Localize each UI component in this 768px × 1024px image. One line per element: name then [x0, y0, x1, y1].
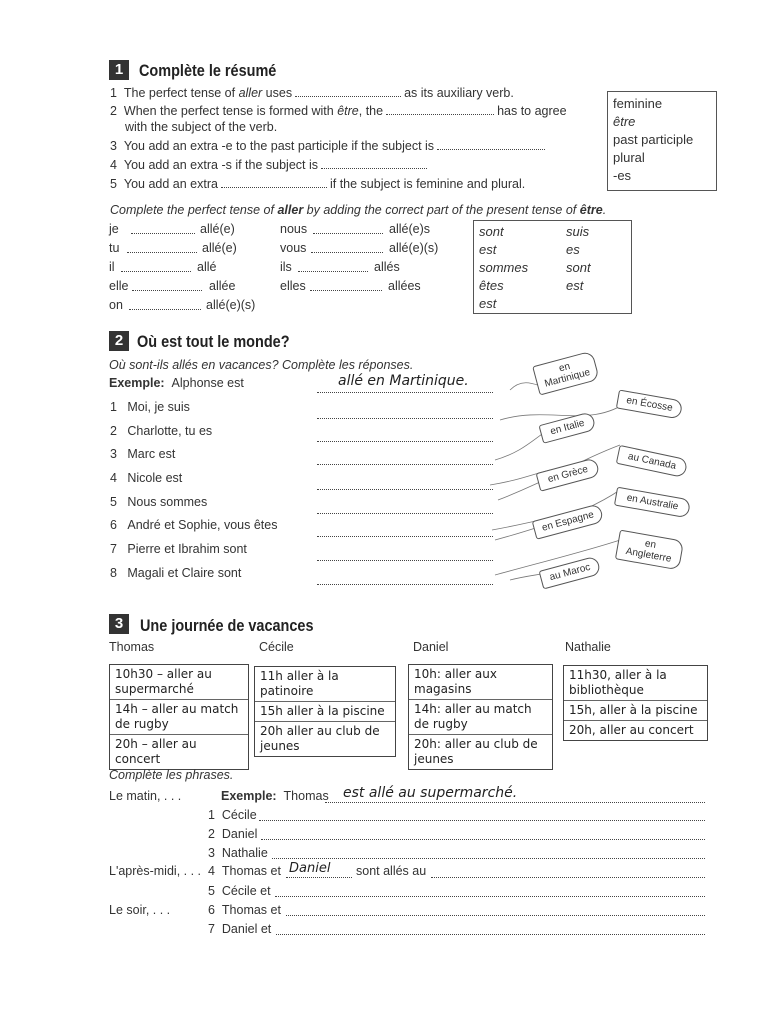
etre-word: sont [479, 224, 504, 239]
etre-box [473, 220, 632, 314]
exercise-item: 5 Cécile et [208, 884, 271, 898]
answer-blank[interactable] [437, 139, 545, 150]
summary-item: 1 The perfect tense of aller uses as its auxiliary verb. [110, 86, 514, 100]
section-number: 2 [109, 331, 129, 351]
schedule-row: 15h aller à la piscine [255, 702, 395, 722]
answer-blank[interactable] [310, 290, 382, 291]
conj-pronoun: elles [280, 279, 306, 293]
destination-tag: au Canada [616, 445, 688, 478]
answer-blank[interactable] [127, 252, 197, 253]
conj-pronoun: elle [109, 279, 129, 293]
exercise-item: 7 Pierre et Ibrahim sont [110, 542, 247, 556]
answer-line[interactable] [317, 584, 493, 585]
schedule-row: 20h: aller au club de jeunes [414, 737, 538, 766]
answer-blank[interactable] [131, 233, 195, 234]
conj-pronoun: on [109, 298, 123, 312]
example-answer: allé en Martinique. [338, 373, 469, 389]
schedule-card [109, 664, 249, 770]
conj-form: allé(e)s [389, 222, 430, 236]
etre-word: est [479, 242, 497, 257]
etre-word: sont [566, 260, 591, 275]
schedule-card [254, 666, 396, 757]
word: feminine [613, 96, 663, 111]
section-title: Où est tout le monde? [137, 332, 290, 351]
exercise-item: 3 Nathalie [208, 846, 268, 860]
answer-line[interactable] [317, 560, 493, 561]
conj-form: allés [374, 260, 400, 274]
exercise-item: 6 André et Sophie, vous êtes [110, 518, 278, 532]
answer-line[interactable] [276, 934, 705, 935]
section-number: 3 [109, 614, 129, 634]
person-name: Cécile [259, 640, 294, 654]
conj-form: allé(e) [202, 241, 237, 255]
destination-tag: en Australie [614, 487, 691, 519]
destination-tag: en Grèce [536, 457, 601, 491]
answer-line[interactable] [261, 839, 705, 840]
answer-line[interactable] [317, 536, 493, 537]
word: être [613, 114, 636, 129]
answer-blank[interactable] [298, 271, 368, 272]
exercise-item: 7 Daniel et [208, 922, 272, 936]
answer-blank[interactable] [221, 177, 327, 188]
instructions: Complète les phrases. [109, 768, 234, 782]
answer-line[interactable] [275, 896, 705, 897]
exercise-item: 3 Marc est [110, 447, 176, 461]
example-row: Exemple: Thomas [221, 789, 329, 803]
answer-line[interactable] [317, 489, 493, 490]
schedule-row: 14h: aller au match de rugby [409, 700, 552, 735]
conj-form: allé(e)(s) [206, 298, 256, 312]
exercise-item: 1 Moi, je suis [110, 400, 190, 414]
answer-line[interactable] [317, 513, 493, 514]
summary-item: 2 When the perfect tense is formed with être, the has to agree [110, 104, 567, 118]
conj-pronoun: nous [280, 222, 308, 236]
word: plural [613, 150, 645, 165]
destination-tag: en Martinique [532, 350, 600, 395]
answer-line [317, 392, 493, 393]
conj-pronoun: ils [280, 260, 292, 274]
answer-line[interactable] [317, 464, 493, 465]
conj-form: allé(e)(s) [389, 241, 439, 255]
time-label: Le matin, . . . [109, 789, 182, 803]
handwritten-answer: Daniel [289, 861, 331, 876]
etre-word: es [566, 242, 580, 257]
answer-blank[interactable] [386, 104, 494, 115]
answer-line[interactable] [317, 441, 493, 442]
etre-word: sommes [479, 260, 529, 275]
word: past participle [613, 132, 694, 147]
answer-line[interactable] [286, 915, 705, 916]
answer-line [286, 877, 352, 878]
conj-pronoun: vous [280, 241, 307, 255]
answer-line[interactable] [272, 858, 705, 859]
answer-line[interactable] [259, 820, 705, 821]
conj-form: allées [388, 279, 421, 293]
conj-pronoun: il [109, 260, 115, 274]
etre-word: est [479, 296, 497, 311]
conj-row: je [109, 222, 119, 236]
answer-blank[interactable] [121, 271, 191, 272]
answer-blank[interactable] [311, 252, 383, 253]
section-title: Une journée de vacances [140, 616, 314, 635]
conj-form: allée [209, 279, 236, 293]
example-row: Exemple: Alphonse est [109, 376, 244, 390]
schedule-row: 11h aller à la patinoire [255, 667, 395, 702]
exercise-item: 6 Thomas et [208, 903, 281, 917]
schedule-row: 10h30 – aller au supermarché [110, 665, 248, 700]
section-number: 1 [109, 60, 129, 80]
instructions: Où sont-ils allés en vacances? Complète les réponses. [109, 358, 414, 372]
destination-tag: en Angleterre [615, 530, 684, 571]
summary-item: 3 You add an extra -e to the past participle if the subject is [110, 139, 548, 153]
example-answer: est allé au supermarché. [343, 785, 518, 801]
time-label: L'après-midi, . . . [109, 864, 201, 878]
answer-line [325, 802, 705, 803]
exercise-text: sont allés au [356, 864, 427, 878]
schedule-row: 20h aller au club de jeunes [260, 724, 380, 753]
exercise-item: 8 Magali et Claire sont [110, 566, 242, 580]
person-name: Thomas [109, 640, 155, 654]
exercise-item: 4 Nicole est [110, 471, 183, 485]
conj-pronoun: tu [109, 241, 120, 255]
etre-word: êtes [479, 278, 504, 293]
exercise-item: 4 Thomas et [208, 864, 281, 878]
etre-word: est [566, 278, 584, 293]
summary-item: 4 You add an extra -s if the subject is [110, 158, 430, 172]
time-label: Le soir, . . . [109, 903, 171, 917]
schedule-row: 10h: aller aux magasins [409, 665, 552, 700]
conj-form: allé [197, 260, 217, 274]
answer-blank[interactable] [295, 86, 401, 97]
destination-tag: en Espagne [532, 503, 605, 539]
person-name: Daniel [413, 640, 449, 654]
destination-tag: en Écosse [616, 390, 683, 420]
answer-blank[interactable] [132, 290, 202, 291]
summary-item: 5 You add an extra if the subject is feminine and plural. [110, 177, 526, 191]
schedule-row: 14h – aller au match de rugby [110, 700, 248, 735]
exercise-item: 5 Nous sommes [110, 495, 208, 509]
word-box [607, 91, 717, 191]
answer-blank[interactable] [321, 158, 427, 169]
answer-line[interactable] [317, 418, 493, 419]
instructions: Complete the perfect tense of aller by adding the correct part of the present tense of être. [110, 203, 607, 217]
summary-item: with the subject of the verb. [125, 120, 278, 134]
word: -es [613, 168, 632, 183]
conj-form: allé(e) [200, 222, 235, 236]
destination-tag: au Maroc [539, 556, 602, 590]
answer-blank[interactable] [129, 309, 201, 310]
destination-tag: en Italie [538, 411, 596, 444]
section-title: Complète le résumé [139, 61, 277, 80]
schedule-row: 20h, aller au concert [569, 723, 694, 737]
etre-word: suis [566, 224, 590, 239]
person-name: Nathalie [565, 640, 611, 654]
answer-blank[interactable] [313, 233, 383, 234]
schedule-row: 11h30, aller à la bibliothèque [564, 666, 707, 701]
schedule-card [563, 665, 708, 741]
answer-line[interactable] [431, 877, 705, 878]
schedule-row: 20h – aller au concert [115, 737, 197, 766]
exercise-item: 2 Charlotte, tu es [110, 424, 213, 438]
exercise-item: 2 Daniel [208, 827, 258, 841]
schedule-row: 15h, aller à la piscine [564, 701, 707, 721]
exercise-item: 1 Cécile [208, 808, 257, 822]
schedule-card [408, 664, 553, 770]
